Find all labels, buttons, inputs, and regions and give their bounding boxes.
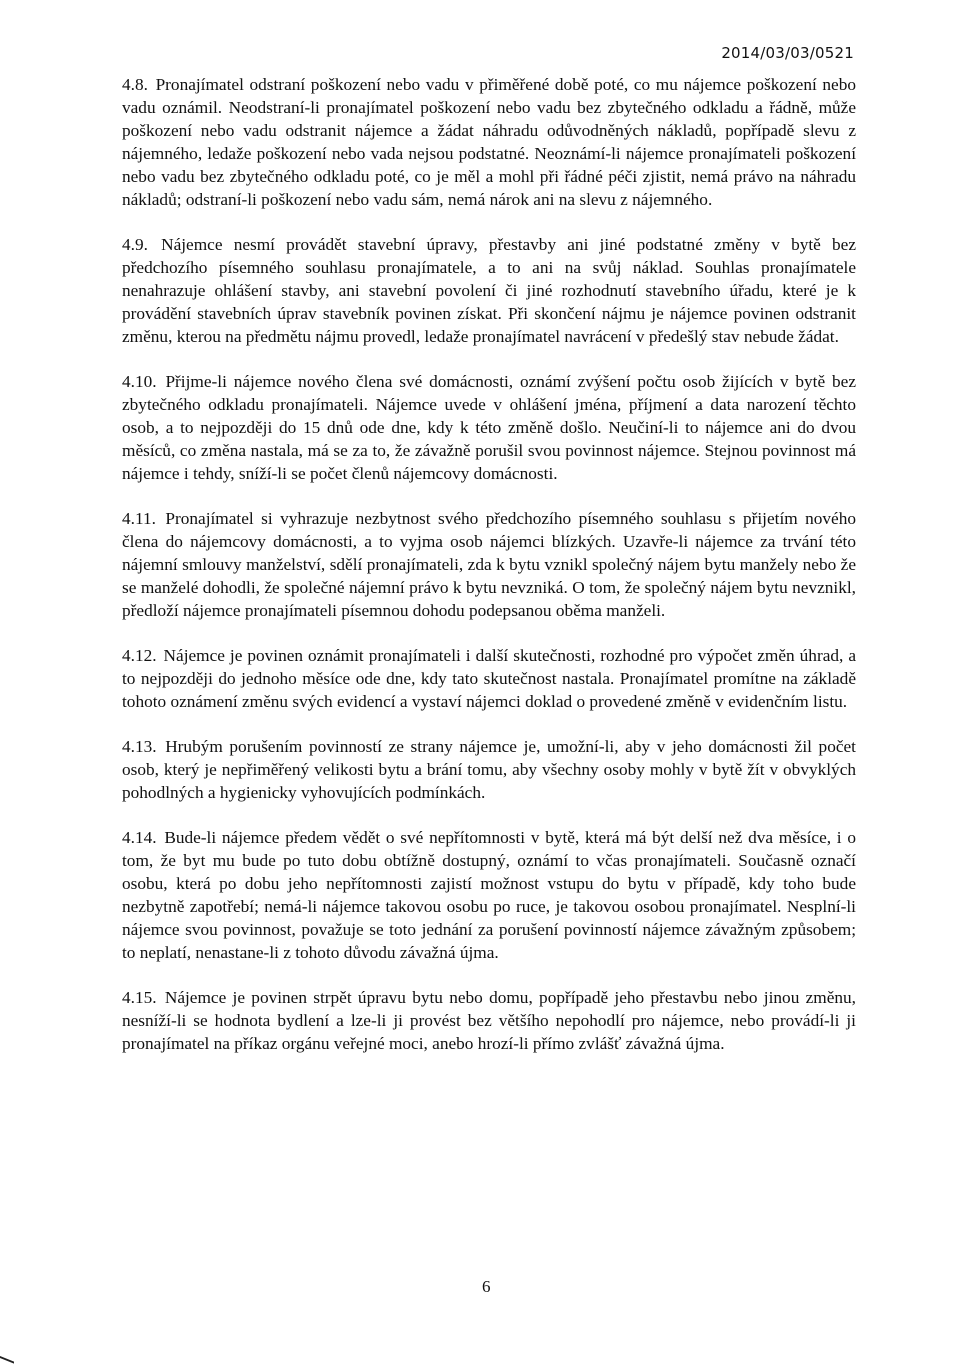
clause-number: 4.11. [122,509,156,528]
document-id: 2014/03/03/0521 [721,44,854,62]
clause-4-8 [122,73,856,211]
clause-4-9 [122,233,856,348]
clause-number: 4.8. [122,75,148,94]
clause-4-12 [122,644,856,713]
clause-number: 4.13. [122,737,157,756]
scan-edge-mark [0,1348,14,1364]
page-number: 6 [482,1277,491,1296]
clause-text: Pronajímatel si vyhrazuje nezbytnost svého předchozího písemného souhlasu s přijetím nového člena do nájemcovy domácnosti, a to vyjma osob nájemci blízkých. Uzavře-li nájemce za trvání této nájemní smlouvy manželství, sdělí pronajímateli, zda k bytu vznikl společný nájem bytu manžely nebo že se manželé dohodli, že společné nájemní právo k bytu nevzniká. O tom, že společný nájem bytu nevznikl, předloží nájemce pronajímateli písemnou dohodu podepsanou oběma manželi. [122,509,856,620]
clause-number: 4.10. [122,372,157,391]
clause-text: Nájemce nesmí provádět stavební úpravy, přestavby ani jiné podstatné změny v bytě bez předchozího písemného souhlasu pronajímatele, a to ani na svůj náklad. Souhlas pronajímatele nenahrazuje ohlášení stavby, ani stavební povolení či jiné rozhodnutí stavebního úřadu, které je k provádění stavebních úprav stavebník povinen získat. Při skončení nájmu je nájemce povinen odstranit změnu, kterou na předmětu nájmu provedl, ledaže pronajímatel navrácení v předešlý stav nebude žádat. [122,235,857,346]
clause-text: Nájemce je povinen strpět úpravu bytu nebo domu, popřípadě jeho přestavbu nebo jinou změnu, nesníží-li se hodnota bydlení a lze-li ji provést bez většího nepohodlí pro nájemce, nebo provádí-li ji pronajímatel na příkaz orgánu veřejné moci, anebo hrozí-li přímo zvlášť závažná újma. [122,988,856,1053]
clause-text: Pronajímatel odstraní poškození nebo vadu v přiměřené době poté, co mu nájemce poškození nebo vadu oznámil. Neodstraní-li pronajímatel poškození nebo vadu bez zbytečného odkladu a řádně, může poškození nebo vadu odstranit nájemce a žádat náhradu odůvodněných nákladů, popřípadě slevu z nájemného, ledaže poškození nebo vada nejsou podstatné. Neoznámí-li nájemce pronajímateli poškození nebo vadu bez zbytečného odkladu poté, co je měl a mohl při řádné péči zjistit, nemá právo na náhradu nákladů; odstraní-li poškození nebo vadu sám, nemá nárok ani na slevu z nájemného. [122,75,856,209]
clause-number: 4.12. [122,646,157,665]
clause-4-10 [122,370,856,485]
clause-number: 4.9. [122,235,148,254]
clause-number: 4.15. [122,988,157,1007]
clause-4-11 [122,507,856,622]
clause-4-15 [122,986,856,1055]
clause-4-13 [122,735,856,804]
clause-text: Hrubým porušením povinností ze strany nájemce je, umožní-li, aby v jeho domácnosti žil počet osob, který je nepřiměřený velikosti bytu a brání tomu, aby všechny osoby mohly v bytě žít v obvyklých pohodlných a hygienicky vyhovujících podmínkách. [122,737,856,802]
clause-4-14 [122,826,856,964]
clause-number: 4.14. [122,828,157,847]
document-body [122,73,856,1077]
clause-text: Nájemce je povinen oznámit pronajímateli i další skutečnosti, rozhodné pro výpočet změn úhrad, a to nejpozději do jednoho měsíce ode dne, kdy tato skutečnost nastala. Pronajímatel promítne na základě tohoto oznámení změnu svých evidencí a vystaví nájemci doklad o provedené změně v evidenčním listu. [122,646,856,711]
clause-text: Bude-li nájemce předem vědět o své nepřítomnosti v bytě, která má být delší než dva měsíce, i o tom, že byt mu bude po tuto dobu obtížně dostupný, oznámí to včas pronajímateli. Současně označí osobu, která po dobu jeho nepřítomnosti zajistí možnost vstupu do bytu v případě, kdy toho bude nezbytně zapotřebí; nemá-li nájemce takovou osobu po ruce, je takovou osobou pronajímatel. Nesplní-li nájemce svou povinnost, považuje se toto jednání za porušení povinností nájemce závažným způsobem; to neplatí, nenastane-li z tohoto důvodu závažná újma. [122,828,856,962]
clause-text: Přijme-li nájemce nového člena své domácnosti, oznámí zvýšení počtu osob žijících v bytě bez zbytečného odkladu pronajímateli. Nájemce uvede v ohlášení jména, příjmení a data narození těchto osob, a to nejpozději do 15 dnů ode dne, kdy k této změně došlo. Neučiní-li to nájemce ani do dvou měsíců, co změna nastala, má se za to, že závažně porušil svou povinnost nájemce. Stejnou povinnost má nájemce i tehdy, sníží-li se počet členů nájemcovy domácnosti. [122,372,856,483]
